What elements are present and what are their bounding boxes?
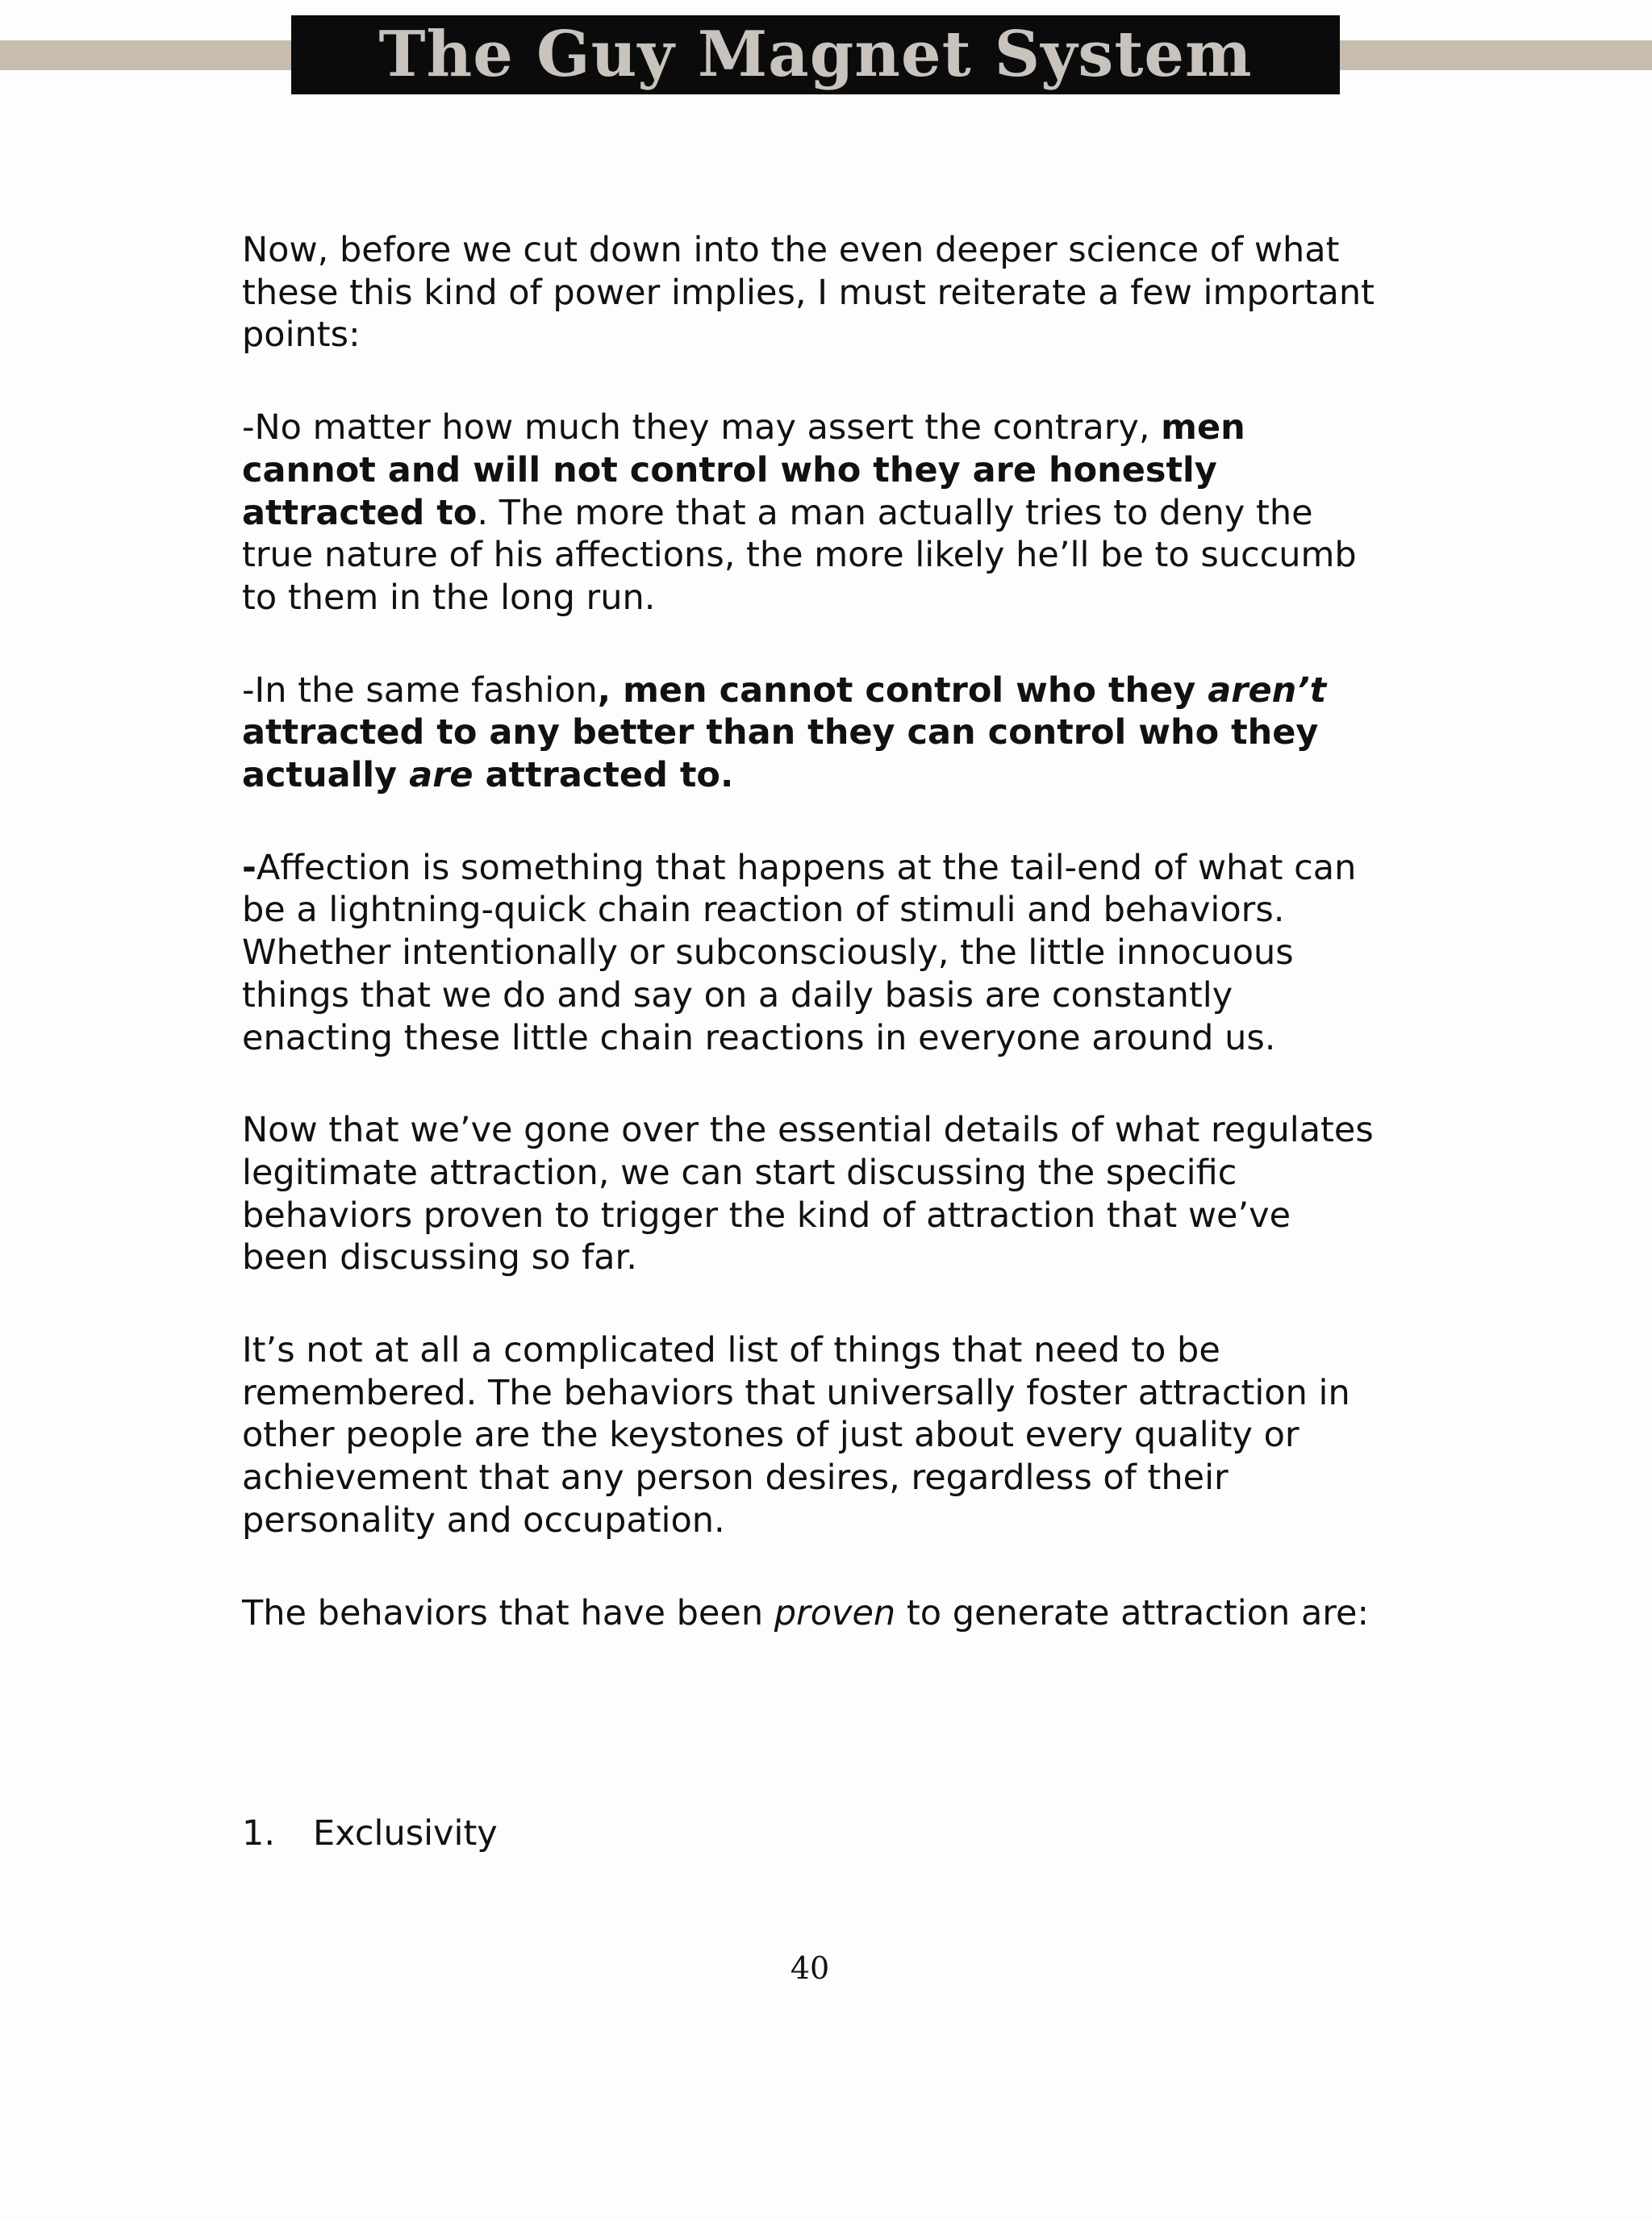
paragraph-point-1: [242, 407, 1387, 619]
point-2-bold-middle: attracted to any better than they can control who they actually: [242, 712, 1319, 796]
behaviors-text-end: to generate attraction are:: [895, 1592, 1369, 1633]
page-body: [242, 229, 1387, 1634]
list-item-label: Exclusivity: [313, 1813, 498, 1854]
point-1-text-end: . The more that a man actually tries to deny the true nature of his affections, the more likely he’ll be to succumb to them in the long run.: [242, 492, 1357, 618]
paragraph-explanation: It’s not at all a complicated list of things that need to be remembered. The behaviors that universally foster attraction in other people are the keystones of just about every quality or achievement that any person desires, regardless of their personality and occupation.: [242, 1330, 1350, 1541]
point-2-bold-end: attracted to.: [473, 755, 734, 796]
point-1-bold: men cannot and will not control who they are honestly attracted to: [242, 407, 1245, 533]
paragraph-point-3: [242, 847, 1387, 1060]
point-2-bold-italic-are: are: [409, 755, 473, 796]
point-2-bold-start: , men cannot control who they: [597, 669, 1208, 711]
point-2-bold-italic-arent: aren’t: [1208, 669, 1327, 711]
point-2-text-start: -In the same fashion: [242, 669, 598, 711]
header-title: The Guy Magnet System: [378, 18, 1253, 91]
page-number: 40: [790, 1950, 830, 1986]
paragraph-intro: Now, before we cut down into the even deeper science of what these this kind of power implies, I must reiterate a few important points:: [242, 230, 1375, 356]
point-3-dash: -: [242, 847, 257, 888]
behaviors-text-start: The behaviors that have been: [242, 1592, 774, 1633]
list-item-number: 1.: [242, 1813, 276, 1854]
paragraph-behaviors-intro: [242, 1592, 1387, 1635]
paragraph-point-2: [242, 669, 1387, 797]
paragraph-transition: Now that we’ve gone over the essential details of what regulates legitimate attraction, we can start discussing the specific behaviors proven to trigger the kind of attraction that we’ve been discussing so far.: [242, 1110, 1374, 1278]
point-1-text-start: -No matter how much they may assert the contrary,: [242, 407, 1162, 448]
list-item: [242, 1812, 498, 1855]
header-banner: [291, 15, 1340, 94]
behaviors-italic-proven: proven: [774, 1592, 896, 1633]
point-3-text: Affection is something that happens at the tail-end of what can be a lightning-quick chain reaction of stimuli and behaviors. Whether intentionally or subconsciously, the little innocuous things that we do and say on a daily basis are constantly enacting these little chain reactions in everyone around us.: [242, 847, 1357, 1058]
